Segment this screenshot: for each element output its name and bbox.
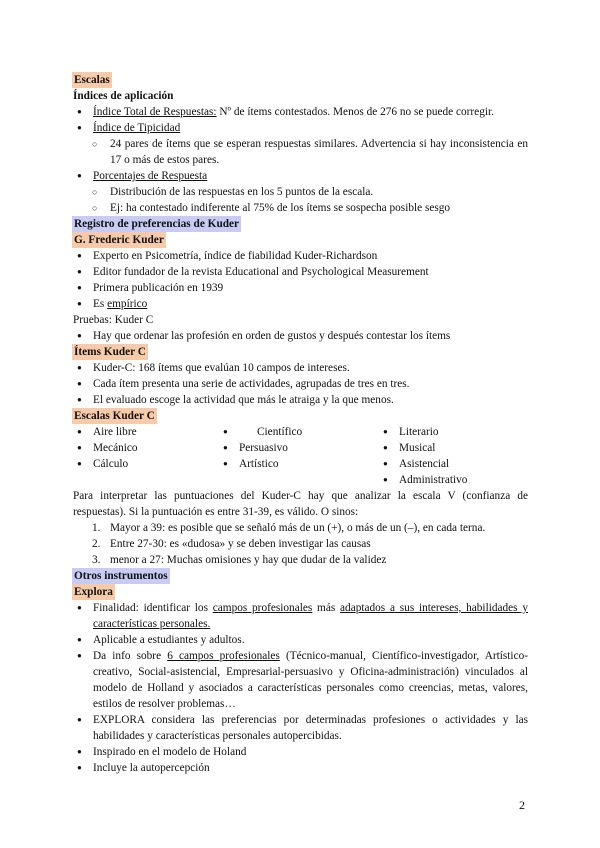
porcentajes-label: Porcentajes de Respuesta xyxy=(93,170,208,182)
list-item: ● Administrativo xyxy=(379,472,467,488)
list-item: ● EXPLORA considera las preferencias por determinadas profesiones o actividades y las habilidades y características personales autopercibidas. xyxy=(73,712,528,744)
list-item: ● Aplicable a estudiantes y adultos. xyxy=(73,632,528,648)
list-item: ● Primera publicación en 1939 xyxy=(73,280,528,296)
list-item: ● Mecánico xyxy=(73,440,138,456)
heading-otros: Otros instrumentos xyxy=(74,570,168,582)
list-item: ● El evaluado escoge la actividad que más le atraiga y la que menos. xyxy=(73,392,528,408)
scales-columns xyxy=(73,424,528,488)
indice-tipicidad-label: Índice de Tipicidad xyxy=(93,122,181,134)
list-item: ● Asistencial xyxy=(379,456,467,472)
list-item: ● Cada ítem presenta una serie de actividades, agrupadas de tres en tres. xyxy=(73,376,528,392)
list-item: ● Finalidad: identificar los campos profesionales más adaptados a sus intereses, habilidades y características personales. xyxy=(73,600,528,632)
list-item: ● Persuasivo xyxy=(219,440,302,456)
list-item: ● Da info sobre 6 campos profesionales (Técnico-manual, Científico-investigador, Artístico-creativo, Social-asistencial, Empresarial-persuasivo y Oficina-administración) vinculados al modelo de Holland y asociados a características personales como creencias, metas, valores, estilos de resolver problemas… xyxy=(73,648,528,712)
sub-list-item: ○ 24 pares de ítems que se esperan respuestas similares. Advertencia si hay inconsistencia en 17 o más de estos pares. xyxy=(73,136,528,168)
heading-escalas-kuder: Escalas Kuder C xyxy=(74,410,155,422)
sub-list-item: ○ Distribución de las respuestas en los 5 puntos de la escala. xyxy=(73,184,528,200)
list-item xyxy=(73,168,528,184)
list-item: ● Es empírico xyxy=(73,296,528,312)
heading-items-kuder: Ítems Kuder C xyxy=(74,346,146,358)
heading-escalas: Escalas xyxy=(74,74,110,86)
sub-list-item: ○ Ej: ha contestado indiferente al 75% de los ítems se sospecha posible sesgo xyxy=(73,200,528,216)
list-item: ● Índice Total de Respuestas: Nº de ítems contestados. Menos de 276 no se puede corregir. xyxy=(73,104,528,120)
list-item: ● Literario xyxy=(379,424,467,440)
page-content xyxy=(73,72,528,776)
numbered-item: 2. Entre 27-30: es «dudosa» y se deben investigar las causas xyxy=(92,538,371,550)
list-item: ● Aire libre xyxy=(73,424,138,440)
heading-kuder-name: G. Frederic Kuder xyxy=(74,234,164,246)
heading-indices: Índices de aplicación xyxy=(73,90,174,102)
list-item: ● Artístico xyxy=(219,456,302,472)
list-item: ● Experto en Psicometría, índice de fiabilidad Kuder-Richardson xyxy=(73,248,528,264)
scales-col-3 xyxy=(379,424,467,488)
page-number: 2 xyxy=(519,798,525,812)
indice-total-label: Índice Total de Respuestas: xyxy=(93,106,217,118)
list-item: ● Científico xyxy=(219,424,302,440)
heading-registro: Registro de preferencias de Kuder xyxy=(74,218,240,230)
list-item: ● Kuder-C: 168 ítems que evalúan 10 campos de intereses. xyxy=(73,360,528,376)
list-item: ● Hay que ordenar las profesión en orden de gustos y después contestar los ítems xyxy=(73,328,528,344)
list-item: ● Incluye la autopercepción xyxy=(73,760,528,776)
empirico-label: empírico xyxy=(107,298,148,310)
list-item: ● Musical xyxy=(379,440,467,456)
list-item: ● Cálculo xyxy=(73,456,138,472)
scales-col-1 xyxy=(73,424,138,472)
numbered-item: 1. Mayor a 39: es posible que se señaló más de un (+), o más de un (–), en cada terna. xyxy=(92,522,486,534)
list-item: ● Editor fundador de la revista Educational and Psychological Measurement xyxy=(73,264,528,280)
numbered-item: 3. menor a 27: Muchas omisiones y hay que dudar de la validez xyxy=(92,554,387,566)
scales-col-2 xyxy=(219,424,302,472)
list-item: ● Inspirado en el modelo de Holand xyxy=(73,744,528,760)
list-item xyxy=(73,120,528,136)
pruebas-text: Pruebas: Kuder C xyxy=(73,314,154,326)
heading-explora: Explora xyxy=(74,586,113,598)
interpretation-paragraph: Para interpretar las puntuaciones del Kuder-C hay que analizar la escala V (confianza de respuestas). Si la puntuación es entre 31-39, es válido. O sinos: xyxy=(73,490,528,518)
